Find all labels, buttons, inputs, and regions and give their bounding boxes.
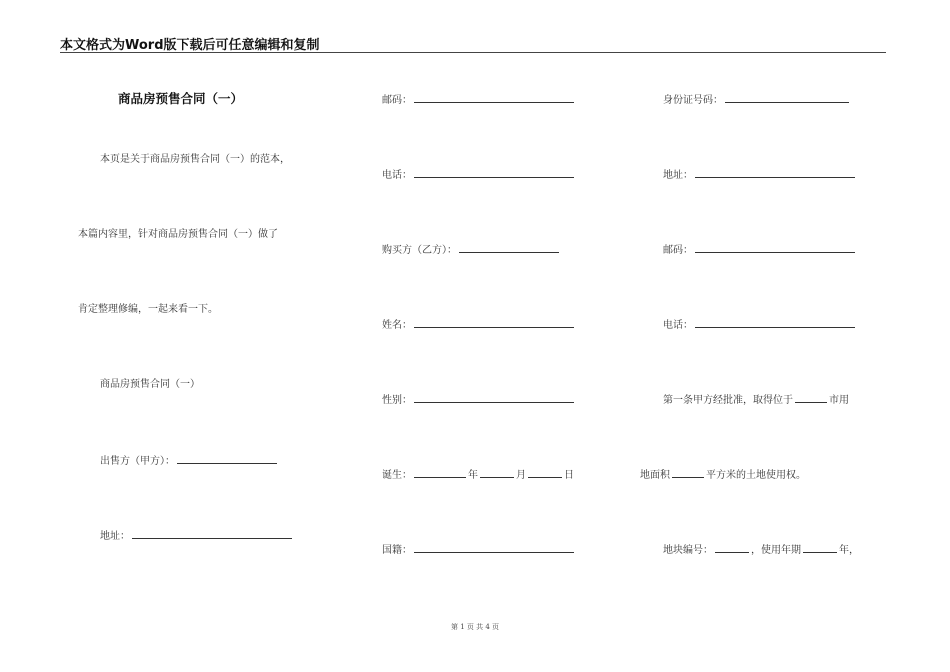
land-location-blank[interactable] xyxy=(795,392,827,403)
document-title: 商品房预售合同（一） xyxy=(118,91,244,106)
buyer-address-row xyxy=(663,167,857,183)
buyer-nationality-row xyxy=(382,542,576,558)
seller-postcode-label: 邮码： xyxy=(382,95,412,106)
buyer-postcode-blank[interactable] xyxy=(695,242,855,253)
buyer-phone-blank[interactable] xyxy=(695,317,855,328)
buyer-address-blank[interactable] xyxy=(695,167,855,178)
buyer-address-label: 地址： xyxy=(663,170,693,181)
intro-line-3: 肯定整理修编，一起来看一下。 xyxy=(78,304,218,315)
buyer-gender-blank[interactable] xyxy=(414,392,574,403)
birth-day-unit: 日 xyxy=(564,470,574,481)
buyer-name-blank[interactable] xyxy=(414,317,574,328)
buyer-postcode-row xyxy=(663,242,857,258)
contract-name: 商品房预售合同（一） xyxy=(100,379,200,390)
header-banner: 本文格式为Word版下载后可任意编辑和复制 xyxy=(60,38,320,53)
buyer-phone-row xyxy=(663,317,857,333)
parcel-text-c: 年， xyxy=(839,545,859,556)
buyer-id-blank[interactable] xyxy=(725,92,849,103)
buyer-gender-row xyxy=(382,392,576,408)
seller-address-blank[interactable] xyxy=(132,528,292,539)
intro-line-1: 本页是关于商品房预售合同（一）的范本， xyxy=(100,154,290,165)
seller-blank[interactable] xyxy=(177,453,277,464)
birth-month-unit: 月 xyxy=(516,470,526,481)
seller-address-row xyxy=(100,528,294,544)
buyer-birth-row xyxy=(382,467,574,483)
buyer-birth-label: 诞生： xyxy=(382,470,412,481)
land-area-row xyxy=(640,467,806,483)
intro-line-2: 本篇内容里，针对商品房预售合同（一）做了 xyxy=(78,229,278,240)
birth-year-unit: 年 xyxy=(468,470,478,481)
seller-phone-blank[interactable] xyxy=(414,167,574,178)
parcel-text-a: 地块编号： xyxy=(663,545,713,556)
buyer-id-label: 身份证号码： xyxy=(663,95,723,106)
birth-year-blank[interactable] xyxy=(414,467,466,478)
buyer-blank[interactable] xyxy=(459,242,559,253)
seller-phone-row xyxy=(382,167,576,183)
page-number-footer: 第 1 页 共 4 页 xyxy=(450,623,500,631)
birth-day-blank[interactable] xyxy=(528,467,562,478)
parcel-number-blank[interactable] xyxy=(715,542,749,553)
column-middle xyxy=(382,0,612,672)
buyer-name-row xyxy=(382,317,576,333)
land-area-text-b: 平方米的土地使用权。 xyxy=(706,470,806,481)
parcel-row xyxy=(663,542,859,558)
seller-phone-label: 电话： xyxy=(382,170,412,181)
seller-label: 出售方（甲方）： xyxy=(100,456,175,467)
article1-text-a: 第一条甲方经批准，取得位于 xyxy=(663,395,793,406)
buyer-row xyxy=(382,242,561,258)
column-right xyxy=(640,0,890,672)
parcel-text-b: ，使用年期 xyxy=(751,545,801,556)
article1-text-b: 市用 xyxy=(829,395,849,406)
seller-row xyxy=(100,453,279,469)
buyer-gender-label: 性别： xyxy=(382,395,412,406)
land-area-text-a: 地面积 xyxy=(640,470,670,481)
buyer-postcode-label: 邮码： xyxy=(663,245,693,256)
buyer-name-label: 姓名： xyxy=(382,320,412,331)
buyer-phone-label: 电话： xyxy=(663,320,693,331)
buyer-label: 购买方（乙方）： xyxy=(382,245,457,256)
article1-row xyxy=(663,392,849,408)
buyer-nationality-label: 国籍： xyxy=(382,545,412,556)
birth-month-blank[interactable] xyxy=(480,467,514,478)
seller-postcode-row xyxy=(382,92,576,108)
land-area-blank[interactable] xyxy=(672,467,704,478)
buyer-id-row xyxy=(663,92,851,108)
seller-postcode-blank[interactable] xyxy=(414,92,574,103)
usage-term-blank[interactable] xyxy=(803,542,837,553)
buyer-nationality-blank[interactable] xyxy=(414,542,574,553)
seller-address-label: 地址： xyxy=(100,531,130,542)
column-left xyxy=(60,0,330,672)
